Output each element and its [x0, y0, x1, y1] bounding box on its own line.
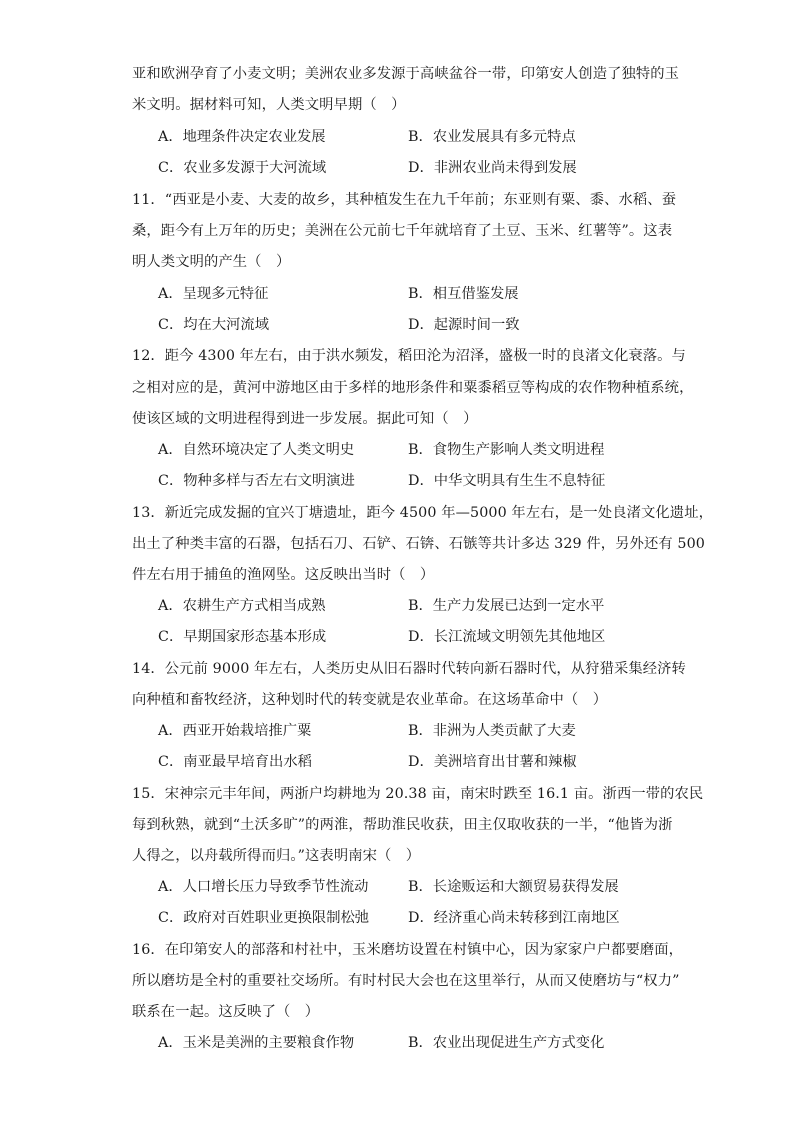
q11-option-b[interactable]: B．相互借鉴发展 — [408, 286, 519, 302]
q14-line-1: 14．公元前 9000 年左右，人类历史从旧石器时代转向新石器时代，从狩猎采集经济转 — [132, 661, 686, 677]
q13-option-b[interactable]: B．生产力发展已达到一定水平 — [408, 598, 605, 614]
q15-option-c[interactable]: C．政府对百姓职业更换限制松弛 — [158, 910, 370, 926]
q14-option-b[interactable]: B．非洲为人类贡献了大麦 — [408, 723, 576, 739]
q16-line-1: 16．在印第安人的部落和村社中，玉米磨坊设置在村镇中心，因为家家户户都要磨面， — [132, 942, 684, 958]
q10-line-2: 米文明。据材料可知，人类文明早期（ ） — [132, 97, 406, 113]
q16-line-3: 联系在一起。这反映了（ ） — [132, 1004, 320, 1020]
q12-option-b[interactable]: B．食物生产影响人类文明进程 — [408, 442, 605, 458]
q16-option-a[interactable]: A．玉米是美洲的主要粮食作物 — [158, 1035, 355, 1051]
q11-option-a[interactable]: A．呈现多元特征 — [158, 286, 269, 302]
q13-line-1: 13．新近完成发掘的宜兴丁塘遗址，距今 4500 年—5000 年左右，是一处良渚文化遗址， — [132, 505, 713, 521]
q11-line-3: 明人类文明的产生（ ） — [132, 254, 291, 270]
q16-option-b[interactable]: B．农业出现促进生产方式变化 — [408, 1035, 605, 1051]
q12-line-2: 之相对应的是，黄河中游地区由于多样的地形条件和粟黍稻豆等构成的农作物种植系统， — [132, 380, 694, 396]
q11-line-2: 桑，距今有上万年的历史；美洲在公元前七千年就培育了土豆、玉米、红薯等”。这表 — [132, 223, 673, 239]
q10-option-b[interactable]: B．农业发展具有多元特点 — [408, 129, 576, 145]
q13-line-2: 出土了种类丰富的石器，包括石刀、石铲、石锛、石镞等共计多达 329 件，另外还有 500 — [132, 536, 705, 552]
q12-option-c[interactable]: C．物种多样与否左右文明演进 — [158, 473, 355, 489]
q15-option-d[interactable]: D．经济重心尚未转移到江南地区 — [408, 910, 620, 926]
q13-line-3: 件左右用于捕鱼的渔网坠。这反映出当时（ ） — [132, 567, 435, 583]
q15-line-2: 每到秋熟，就到“土沃多旷”的两淮，帮助淮民收获，田主仅取收获的一半，“他皆为浙 — [132, 817, 673, 833]
q15-option-a[interactable]: A．人口增长压力导致季节性流动 — [158, 879, 369, 895]
q12-line-1: 12．距今 4300 年左右，由于洪水频发，稻田沦为沼泽，盛极一时的良渚文化衰落。与 — [132, 348, 686, 364]
q14-option-c[interactable]: C．南亚最早培育出水稻 — [158, 754, 312, 770]
q15-option-b[interactable]: B．长途贩运和大额贸易获得发展 — [408, 879, 619, 895]
q15-line-1: 15．宋神宗元丰年间，两浙户均耕地为 20.38 亩，南宋时跌至 16.1 亩。浙西一带的农民 — [132, 786, 704, 802]
q11-option-c[interactable]: C．均在大河流域 — [158, 317, 270, 333]
q14-line-2: 向种植和畜牧经济，这种划时代的转变就是农业革命。在这场革命中（ ） — [132, 692, 608, 708]
q11-option-d[interactable]: D．起源时间一致 — [408, 317, 520, 333]
q13-option-a[interactable]: A．农耕生产方式相当成熟 — [158, 598, 326, 614]
q13-option-c[interactable]: C．早期国家形态基本形成 — [158, 629, 327, 645]
q11-line-1: 11．“西亚是小麦、大麦的故乡，其种植发生在九千年前；东亚则有粟、黍、水稻、蚕 — [132, 192, 677, 208]
q14-option-d[interactable]: D．美洲培育出甘薯和辣椒 — [408, 754, 577, 770]
q10-option-c[interactable]: C．农业多发源于大河流域 — [158, 160, 327, 176]
q12-line-3: 使该区域的文明进程得到进一步发展。据此可知（ ） — [132, 411, 478, 427]
q10-option-a[interactable]: A．地理条件决定农业发展 — [158, 129, 326, 145]
q10-line-1: 亚和欧洲孕育了小麦文明；美洲农业多发源于高峡盆谷一带，印第安人创造了独特的玉 — [132, 66, 680, 82]
q12-option-d[interactable]: D．中华文明具有生生不息特征 — [408, 473, 606, 489]
q15-line-3: 人得之，以舟载所得而归。”这表明南宋（ ） — [132, 848, 421, 864]
q16-line-2: 所以磨坊是全村的重要社交场所。有时村民大会也在这里举行，从而又使磨坊与“权力” — [132, 973, 680, 989]
q10-option-d[interactable]: D．非洲农业尚未得到发展 — [408, 160, 577, 176]
q13-option-d[interactable]: D．长江流域文明领先其他地区 — [408, 629, 606, 645]
q14-option-a[interactable]: A．西亚开始栽培推广粟 — [158, 723, 312, 739]
q12-option-a[interactable]: A．自然环境决定了人类文明史 — [158, 442, 355, 458]
